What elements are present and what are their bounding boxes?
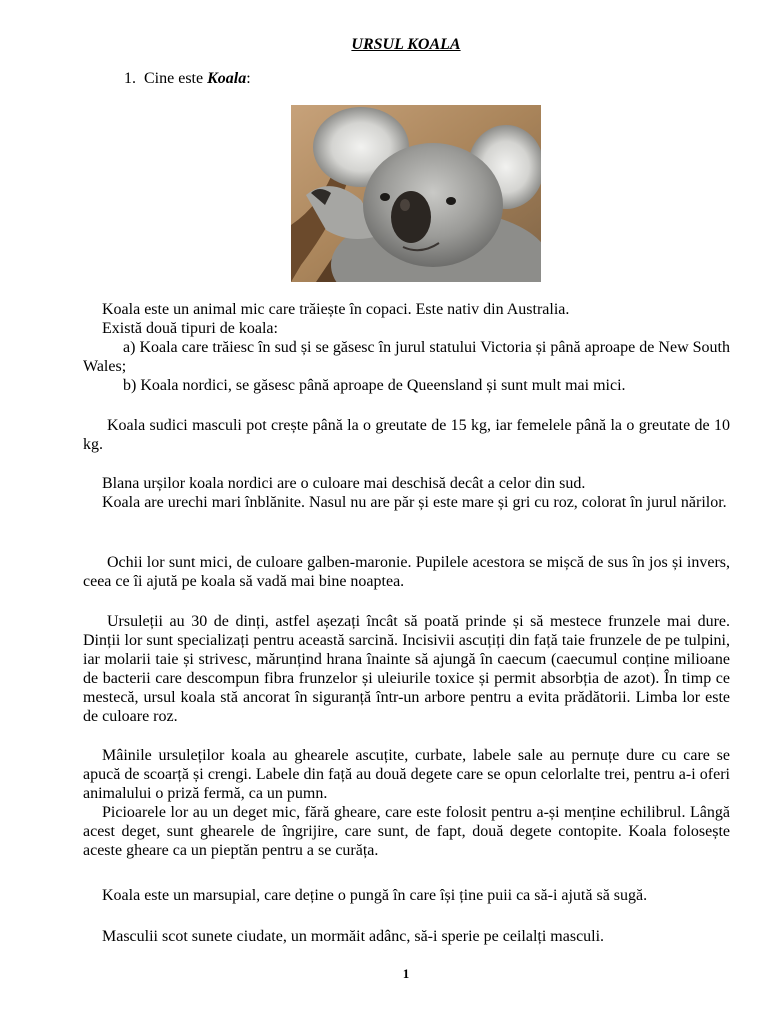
paragraph: Există două tipuri de koala: xyxy=(102,320,278,337)
paragraph: Koala este un animal mic care trăiește în copaci. Este nativ din Australia. xyxy=(102,301,570,318)
fur-block xyxy=(83,474,730,512)
paragraph: Koala are urechi mari înblănite. Nasul nu are păr și este mare și gri cu roz, colorat în jurul nărilor. xyxy=(102,494,727,511)
list-item-b: b) Koala nordici, se găsesc până aproape de Queensland și sunt mult mai mici. xyxy=(123,377,626,394)
paragraph: Masculii scot sunete ciudate, un mormăit adânc, să-i sperie pe ceilalți masculi. xyxy=(102,928,605,945)
heading-prefix: Cine este xyxy=(144,70,208,87)
heading-emphasis: Koala xyxy=(207,70,247,87)
paragraph: Koala sudici masculi pot crește până la o greutate de 15 kg, iar femelele până la o greutate de 10 kg. xyxy=(83,417,730,453)
paragraph: Koala este un marsupial, care deține o pungă în care își ține puii ca să-i ajută să sugă. xyxy=(102,887,648,904)
koala-photo xyxy=(291,105,541,282)
paws-block xyxy=(83,746,730,860)
paragraph: Ochii lor sunt mici, de culoare galben-maronie. Pupilele acestora se mișcă de sus în jos și invers, ceea ce îi ajută pe koala să vadă mai bine noaptea. xyxy=(83,554,730,590)
heading-number: 1. xyxy=(124,70,136,87)
paragraph: Mâinile ursuleților koala au ghearele ascuțite, curbate, labele sale au pernuțe dure cu care se apucă de scoarță și crengi. Labele din față au două degete care se opun celorlalte trei, pentru a-i oferi animalului o priză fermă, ca un pumn. xyxy=(83,747,730,802)
document-title: URSUL KOALA xyxy=(351,36,461,53)
paragraph: Ursuleții au 30 de dinți, astfel așezați încât să poată prinde și să mestece frunzele mai dure. Dinții lor sunt specializați pentru această sarcină. Incisivii ascuțiți din față taie frunzele de pe tulpini, iar molarii taie și strivesc, mărunțind hrana înainte să ajungă în caecum (caecumul conține milioane de bacterii care descompun fibra frunzelor și uleiurile toxice și permit absorbția de azot). În timp ce mestecă, ursul koala stă ancorat în siguranță într-un arbore pentru a evita prădătorii. Limba lor este de culoare roz. xyxy=(83,613,730,725)
paragraph: Picioarele lor au un deget mic, fără gheare, care este folosit pentru a-și menține echilibrul. Lângă acest deget, sunt ghearele de îngrijire, care sunt, de fapt, două degete contopite. Koala folosește aceste gheare ca un pieptăn pentru a se curăța. xyxy=(83,804,730,859)
koala-photo-icon xyxy=(291,105,541,282)
list-item-a: a) Koala care trăiesc în sud și se găsesc în jurul statului Victoria și până aproape de New South Wales; xyxy=(83,339,730,375)
paragraph: Blana urșilor koala nordici are o culoare mai deschisă decât a celor din sud. xyxy=(102,475,586,492)
page-number: 1 xyxy=(402,966,410,981)
heading-suffix: : xyxy=(246,70,251,87)
section-heading xyxy=(124,70,251,88)
intro-block xyxy=(83,300,730,395)
